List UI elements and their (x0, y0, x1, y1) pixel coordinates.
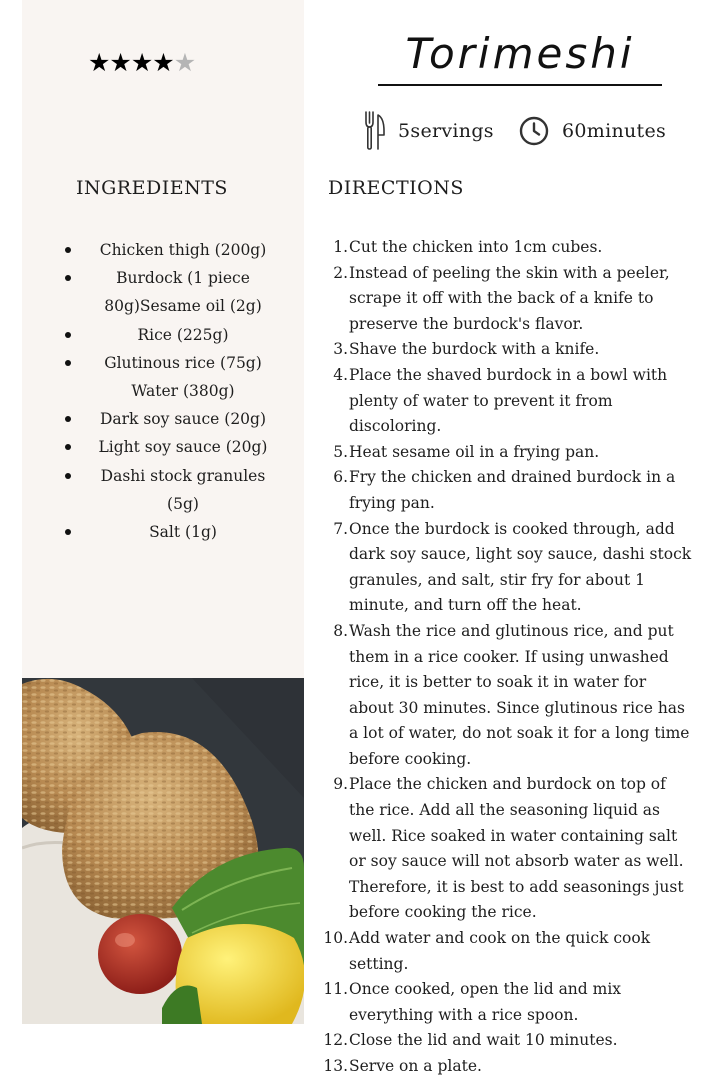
ingredient-item: 80g)Sesame oil (2g) (104, 297, 262, 316)
step-text: Once cooked, open the lid and mix everything with a rice spoon. (349, 980, 622, 1024)
step-number: 12. (323, 1031, 348, 1050)
direction-step (322, 261, 694, 338)
ingredient-item: Dashi stock granules (48, 462, 298, 490)
ingredient-item: Dark soy sauce (20g) (48, 405, 298, 433)
title-underline (378, 84, 662, 86)
step-number: 5. (333, 442, 348, 461)
direction-step (322, 235, 694, 261)
star-filled-icon: ★ (88, 48, 110, 77)
directions-heading: DIRECTIONS (328, 177, 464, 199)
ingredients-list (48, 236, 298, 546)
ingredient-item: Chicken thigh (200g) (48, 236, 298, 264)
star-filled-icon: ★ (152, 48, 174, 77)
ingredient-item: Salt (1g) (48, 518, 298, 546)
step-text: Place the shaved burdock in a bowl with plenty of water to prevent it from discoloring. (349, 365, 668, 436)
step-number: 6. (333, 468, 348, 487)
star-rating (88, 48, 195, 78)
ingredient-item: Rice (225g) (48, 321, 298, 349)
ingredients-heading: INGREDIENTS (76, 177, 228, 199)
ingredient-item: Light soy sauce (20g) (48, 433, 298, 461)
step-number: 4. (333, 365, 348, 384)
step-text: Shave the burdock with a knife. (349, 340, 600, 359)
step-text: Heat sesame oil in a frying pan. (349, 442, 600, 461)
direction-step (322, 337, 694, 363)
time-label: 60minutes (562, 120, 667, 142)
step-text: Fry the chicken and drained burdock in a frying pan. (349, 468, 676, 512)
star-filled-icon: ★ (109, 48, 131, 77)
star-filled-icon: ★ (130, 48, 153, 77)
direction-step (322, 363, 694, 440)
direction-step (322, 517, 694, 619)
servings-label: 5servings (398, 120, 494, 142)
direction-step (322, 977, 694, 1028)
step-text: Place the chicken and burdock on top of the rice. Add all the seasoning liquid as well. Rice soaked in water containing salt or soy sauce will not absorb water as well. Therefore, it is best to add seasonings just before cooking the rice. (349, 775, 684, 922)
step-number: 10. (323, 929, 348, 948)
step-text: Serve on a plate. (349, 1057, 482, 1075)
step-text: Cut the chicken into 1cm cubes. (349, 238, 603, 256)
step-number: 7. (333, 519, 348, 538)
direction-step (322, 1054, 694, 1080)
time-info (518, 111, 666, 151)
step-number: 2. (333, 263, 348, 282)
step-text: Once the burdock is cooked through, add dark soy sauce, light soy sauce, dashi stock granules, and salt, stir fry for about 1 minute, and turn off the heat. (349, 519, 692, 615)
onigiri-photo-illustration (22, 678, 304, 1024)
direction-step (322, 440, 694, 466)
direction-step (322, 619, 694, 773)
ingredient-item: (5g) (167, 494, 199, 513)
direction-step (322, 1028, 694, 1054)
step-text: Wash the rice and glutinous rice, and put them in a rice cooker. If using unwashed rice, it is better to soak it in water for about 30 minutes. Since glutinous rice has a lot of water, do not soak it for a long time before cooking. (349, 621, 690, 768)
direction-step (322, 465, 694, 516)
direction-step (322, 772, 694, 926)
fork-knife-icon (364, 111, 386, 151)
direction-step (322, 926, 694, 977)
recipe-title: Torimeshi (405, 29, 635, 78)
star-empty-icon: ★ (173, 48, 196, 77)
step-number: 8. (333, 621, 348, 640)
ingredient-item: Glutinous rice (75g) (48, 349, 298, 377)
servings-info (364, 111, 494, 151)
step-number: 11. (323, 980, 348, 999)
food-photo (22, 678, 304, 1024)
step-number: 9. (333, 775, 348, 794)
step-text: Close the lid and wait 10 minutes. (349, 1031, 618, 1050)
step-text: Instead of peeling the skin with a peeler, scrape it off with the back of a knife to preserve the burdock's flavor. (349, 263, 670, 333)
step-number: 13. (323, 1057, 348, 1075)
ingredient-item: Burdock (1 piece (48, 264, 298, 292)
ingredient-item: Water (380g) (131, 382, 235, 401)
step-number: 1. (333, 238, 348, 256)
directions-list (322, 235, 694, 1080)
step-number: 3. (333, 340, 348, 359)
clock-icon (518, 115, 550, 147)
step-text: Add water and cook on the quick cook setting. (349, 929, 651, 973)
